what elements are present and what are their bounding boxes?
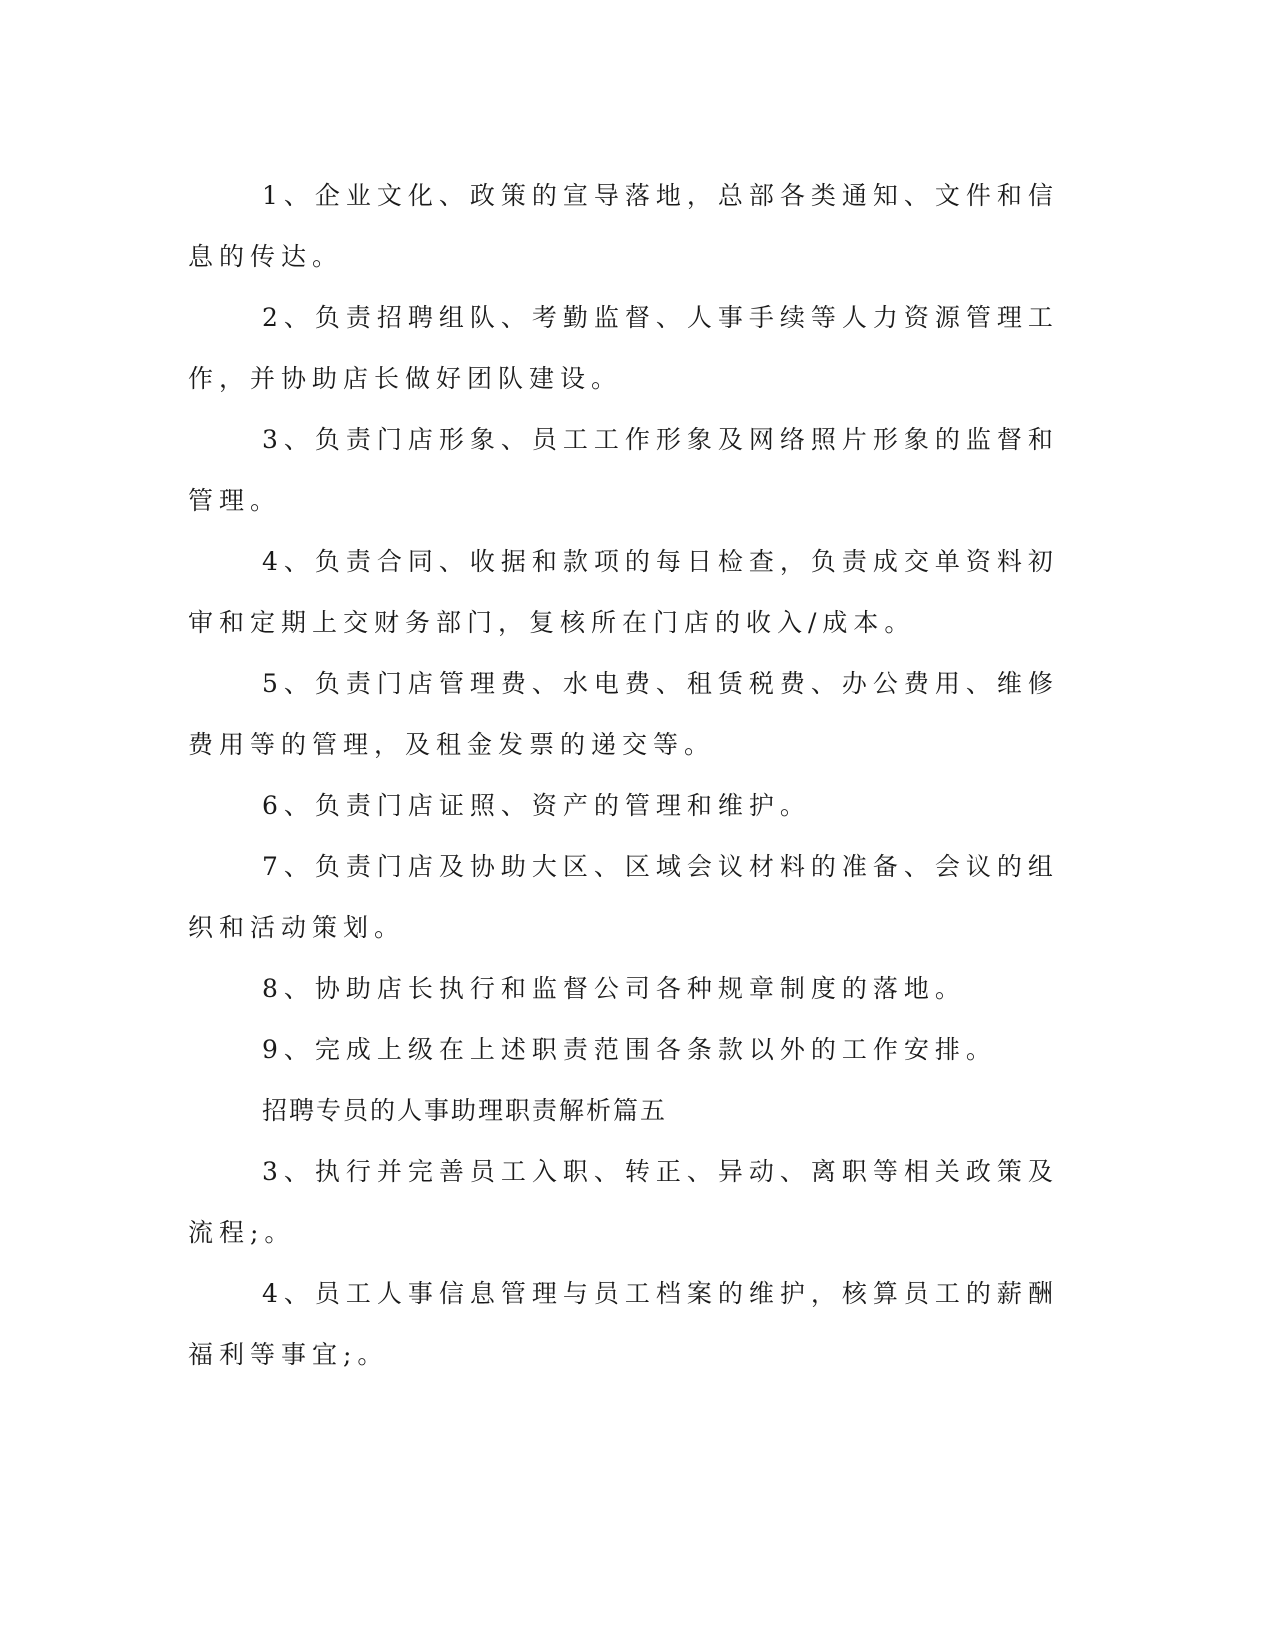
paragraph-item-2: 2、负责招聘组队、考勤监督、人事手续等人力资源管理工作，并协助店长做好团队建设。: [188, 303, 1059, 393]
paragraph-item-1: 1、企业文化、政策的宣导落地，总部各类通知、文件和信息的传达。: [188, 181, 1059, 271]
paragraph-item-3: 3、负责门店形象、员工工作形象及网络照片形象的监督和管理。: [188, 425, 1059, 515]
paragraph-item-7: 7、负责门店及协助大区、区域会议材料的准备、会议的组织和活动策划。: [188, 852, 1059, 942]
paragraph-item-8: 8、协助店长执行和监督公司各种规章制度的落地。: [262, 974, 966, 1003]
paragraph-item-11: 4、员工人事信息管理与员工档案的维护，核算员工的薪酬福利等事宜;。: [188, 1279, 1059, 1369]
paragraph-item-4: 4、负责合同、收据和款项的每日检查，负责成交单资料初审和定期上交财务部门，复核所在门店的收入/成本。: [188, 547, 1059, 637]
paragraph-item-10: 3、执行并完善员工入职、转正、异动、离职等相关政策及流程;。: [188, 1157, 1059, 1247]
paragraph-item-6: 6、负责门店证照、资产的管理和维护。: [262, 791, 811, 820]
section-heading: 招聘专员的人事助理职责解析篇五: [262, 1096, 668, 1125]
paragraph-item-9: 9、完成上级在上述职责范围各条款以外的工作安排。: [262, 1035, 997, 1064]
document-body: [188, 165, 1073, 1385]
paragraph-item-5: 5、负责门店管理费、水电费、租赁税费、办公费用、维修费用等的管理，及租金发票的递交等。: [188, 669, 1059, 759]
